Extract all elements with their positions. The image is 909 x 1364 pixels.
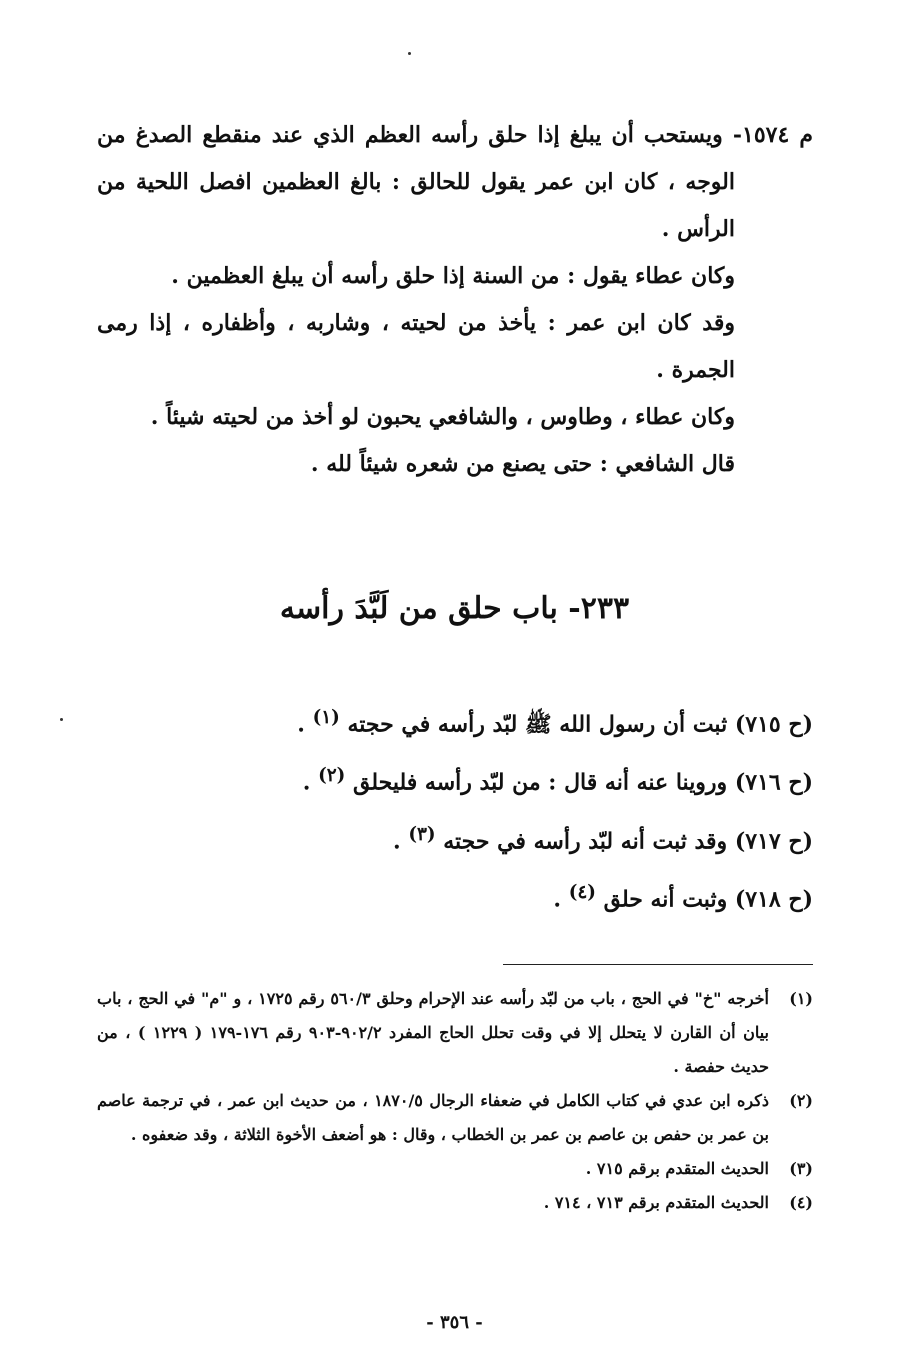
footnote-text: أخرجه "خ" في الحج ، باب من لبّد رأسه عند الإحرام وحلق ٥٦٠/٣ رقم ١٧٢٥ ، و "م" في الحج ، باب بيان أن القارن لا يتحلل إلا في وقت تحلل الحاج المفرد ٩٠٢/٢-٩٠٣ رقم ١٧٦-١٧٩ ( ١٢٢٩ ) ، من حديث حفصة . [97,989,769,1076]
footnote-2 [97,1084,813,1152]
footnote-text: ذكره ابن عدي في كتاب الكامل في ضعفاء الرجال ١٨٧٠/٥ ، من حديث ابن عمر ، في ترجمة عاصم بن عمر بن حفص بن عاصم بن عمر بن الخطاب ، وقال : هو أضعف الأخوة الثلاثة ، وقد ضعفوه . [97,1091,769,1144]
hadith-717 [97,809,813,867]
hadith-list [97,692,813,925]
footnote-number: (٢) [789,1091,813,1110]
footnote-ref: (٣) [408,823,436,845]
footnote-text: الحديث المتقدم برقم ٧١٣ ، ٧١٤ . [543,1193,769,1212]
footnote-divider [503,964,813,965]
hadith-tail: . [302,769,319,796]
footnote-number: (٤) [789,1193,813,1212]
hadith-text: (ح ٧١٧) وقد ثبت أنه لبّد رأسه في حجته [443,827,813,854]
paragraph-text: قال الشافعي : حتى يصنع من شعره شيئاً لله . [310,451,735,477]
hadith-text: (ح ٧١٨) وثبت أنه حلق [603,886,813,913]
paragraph-tawus [97,394,813,441]
footnote-1 [97,982,813,1084]
hadith-text: (ح ٧١٥) ثبت أن رسول الله ﷺ لبّد رأسه في حجته [347,711,813,738]
footnote-number: (٣) [789,1159,813,1178]
main-text [97,112,813,488]
chapter-heading: ٢٣٣- باب حلق من لَبَّدَ رأسه [279,591,630,626]
footnote-3 [97,1152,813,1186]
footnote-ref: (١) [312,707,340,728]
top-speck [408,52,411,55]
hadith-716 [97,750,813,808]
hadith-tail: . [393,827,409,854]
footnote-ref: (٢) [318,765,346,787]
paragraph-ata [97,253,813,300]
footnote-number: (١) [789,989,813,1008]
hadith-718 [97,867,813,925]
hadith-tail: . [297,711,313,738]
paragraph-1574 [97,112,813,253]
paragraph-ibn-umar [97,300,813,394]
page-number: - ٣٥٦ - [426,1312,483,1333]
hadith-715 [97,692,813,750]
paragraph-text: وقد كان ابن عمر : يأخذ من لحيته ، وشاربه ، وأظفاره ، إذا رمى الجمرة . [97,310,735,383]
footnote-text: الحديث المتقدم برقم ٧١٥ . [585,1159,769,1178]
footnote-4 [97,1186,813,1220]
hadith-text: (ح ٧١٦) وروينا عنه أنه قال : من لبّد رأسه فليحلق [353,769,813,796]
footnote-ref: (٤) [568,881,596,903]
hadith-tail: . [553,886,569,913]
margin-speck [60,718,63,721]
paragraph-label: م ١٥٧٤- [722,122,814,148]
footnotes [97,982,813,1220]
paragraph-shafii [97,441,813,488]
paragraph-text: وكان عطاء ، وطاوس ، والشافعي يحبون لو أخذ من لحيته شيئاً . [150,404,735,430]
paragraph-text: وكان عطاء يقول : من السنة إذا حلق رأسه أن يبلغ العظمين . [171,263,735,289]
paragraph-text: ويستحب أن يبلغ إذا حلق رأسه العظم الذي عند منقطع الصدغ من الوجه ، كان ابن عمر يقول للحالق : بالغ العظمين افصل اللحية من الرأس . [97,122,735,242]
